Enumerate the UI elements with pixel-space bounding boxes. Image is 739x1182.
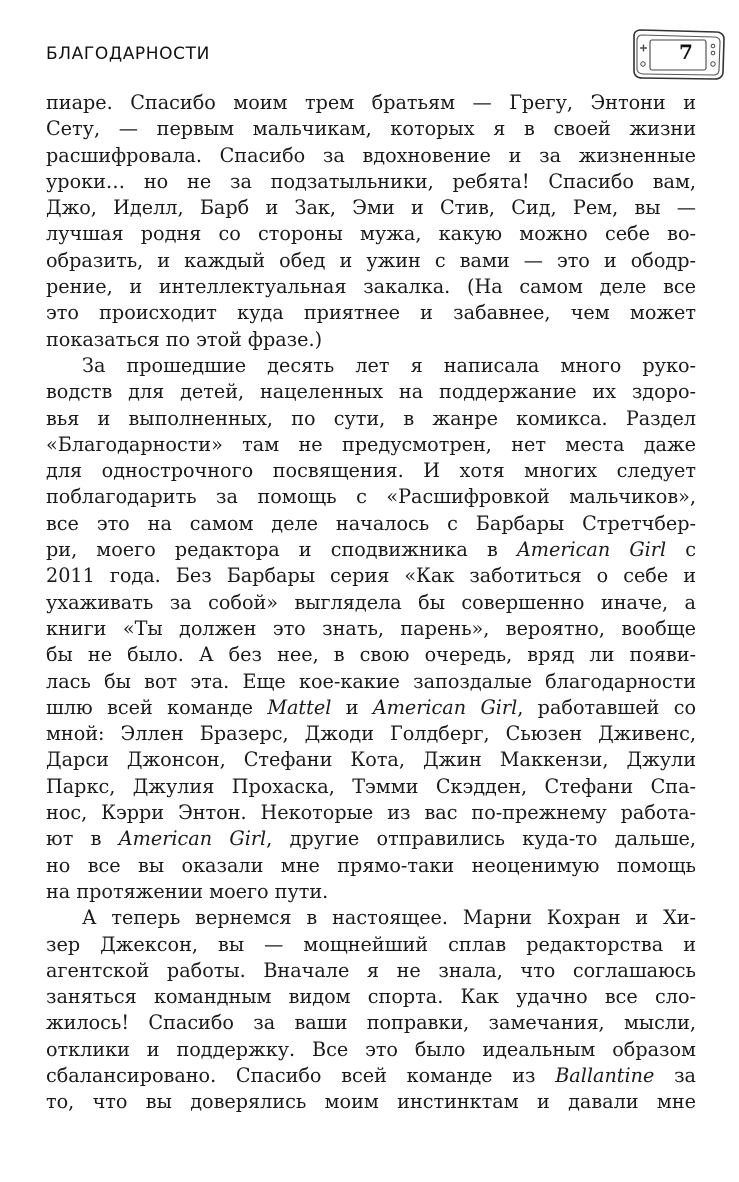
text-line: все это на самом деле началось с Барбары Стретчбер- xyxy=(46,511,696,535)
text-line: Дарси Джонсон, Стефани Кота, Джин Маккензи, Джули xyxy=(46,748,696,772)
text-line: на протяжении моего пути. xyxy=(46,879,329,903)
text-line: За прошедшие десять лет я написала много руко- xyxy=(82,353,696,377)
text-line: для однострочного посвящения. И хотя многих следует xyxy=(46,459,696,483)
paragraph xyxy=(46,90,696,353)
text-line: ют в American Girl, другие отправились куда-то дальше, xyxy=(46,827,696,851)
text-line: но все вы оказали мне прямо-таки неоценимую помощь xyxy=(46,853,696,877)
body-text xyxy=(46,90,696,1116)
page-number: 7 xyxy=(679,40,693,64)
running-header: БЛАГОДАРНОСТИ xyxy=(46,44,210,64)
text-line: это происходит куда приятнее и забавнее, чем может xyxy=(46,301,696,325)
text-line: образить, и каждый обед и ужин с вами — это и ободр- xyxy=(46,248,696,272)
text-line: мной: Эллен Бразерс, Джоди Голдберг, Сьюзен Дживенс, xyxy=(46,722,696,746)
text-line: жилось! Спасибо за ваши поправки, замечания, мысли, xyxy=(46,1011,696,1035)
text-line: рение, и интеллектуальная закалка. (На самом деле все xyxy=(46,275,696,299)
text-line: лучшая родня со стороны мужа, какую можно себе во- xyxy=(46,222,696,246)
text-line: Джо, Иделл, Барб и Зак, Эми и Стив, Сид, Рем, вы — xyxy=(46,196,696,220)
text-line: бы не было. А без нее, в свою очередь, вряд ли появи- xyxy=(46,643,696,667)
text-line: вья и выполненных, по сути, в жанре комикса. Раздел xyxy=(46,406,696,430)
text-line: Сету, — первым мальчикам, которых я в своей жизни xyxy=(46,117,696,141)
paragraph xyxy=(46,905,696,1115)
text-line: книги «Ты должен это знать, парень», вероятно, вообще xyxy=(46,616,696,640)
text-line: то, что вы доверялись моим инстинктам и давали мне xyxy=(46,1090,696,1114)
text-line: ри, моего редактора и сподвижника в American Girl с xyxy=(46,538,696,562)
text-line: пиаре. Спасибо моим трем братьям — Грегу, Энтони и xyxy=(46,91,696,114)
paragraph xyxy=(46,353,696,905)
text-line: ухаживать за собой» выглядела бы совершенно иначе, а xyxy=(46,590,696,614)
text-line: нос, Кэрри Энтон. Некоторые из вас по-прежнему работа- xyxy=(46,801,696,825)
text-line: водств для детей, нацеленных на поддержание их здоро- xyxy=(46,380,696,404)
text-line: отклики и поддержку. Все это было идеальным образом xyxy=(46,1037,696,1061)
text-line: показаться по этой фразе.) xyxy=(46,327,323,351)
text-line: сбалансировано. Спасибо всей команде из Ballantine за xyxy=(46,1063,696,1087)
text-line: А теперь вернемся в настоящее. Марни Кохран и Хи- xyxy=(82,906,696,930)
text-line: 2011 года. Без Барбары серия «Как заботиться о себе и xyxy=(46,564,696,588)
text-line: Паркс, Джулия Прохаска, Тэмми Скэдден, Стефани Спа- xyxy=(46,774,696,798)
text-line: поблагодарить за помощь с «Расшифровкой мальчиков», xyxy=(46,485,696,509)
text-line: заняться командным видом спорта. Как удачно все сло- xyxy=(46,985,696,1009)
text-line: лась бы вот эта. Еще кое-какие запоздалые благодарности xyxy=(46,669,696,693)
text-line: уроки… но не за подзатыльники, ребята! Спасибо вам, xyxy=(46,169,696,193)
text-line: зер Джексон, вы — мощнейший сплав редакторства и xyxy=(46,932,696,956)
text-line: агентской работы. Вначале я не знала, что соглашаюсь xyxy=(46,958,696,982)
text-line: шлю всей команде Mattel и American Girl, работавшей со xyxy=(46,695,696,719)
text-line: расшифровала. Спасибо за вдохновение и за жизненные xyxy=(46,143,696,167)
text-line: «Благодарности» там не предусмотрен, нет места даже xyxy=(46,432,696,456)
